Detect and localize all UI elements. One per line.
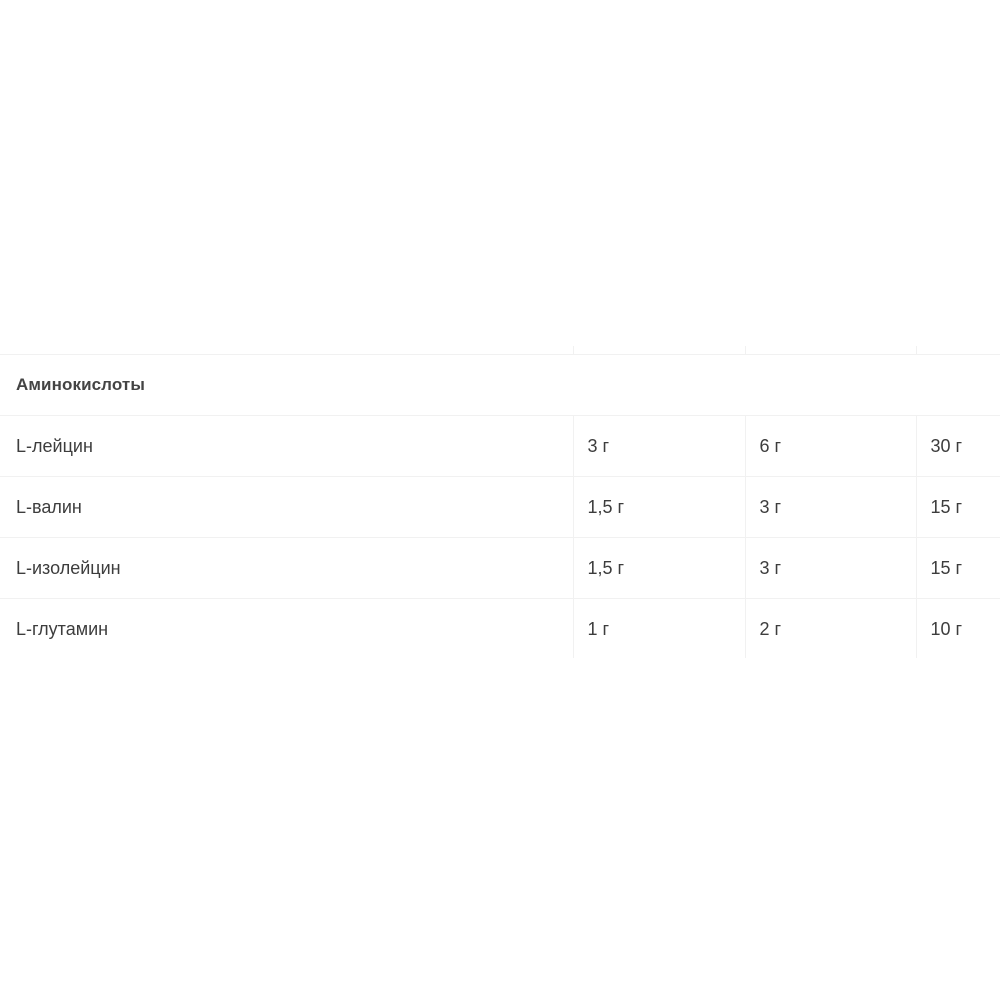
table-top-edge: [0, 346, 1000, 355]
table-row: [0, 416, 1000, 477]
amount-cell: 1 г: [573, 599, 745, 659]
section-header-row: [0, 355, 1000, 416]
amount-cell: 3 г: [573, 416, 745, 477]
nutrition-table-container: [0, 346, 1000, 658]
amount-cell: 1,5 г: [573, 477, 745, 538]
amount-cell: 10 г: [916, 599, 1000, 659]
amount-cell: 30 г: [916, 416, 1000, 477]
table-row: [0, 477, 1000, 538]
amount-cell: 3 г: [745, 538, 916, 599]
amino-acid-name: L-валин: [0, 477, 573, 538]
amino-acid-name: L-лейцин: [0, 416, 573, 477]
amount-cell: 6 г: [745, 416, 916, 477]
table-row: [0, 599, 1000, 659]
table-row: [0, 538, 1000, 599]
amino-acid-name: L-глутамин: [16, 618, 109, 639]
amount-cell: 3 г: [745, 477, 916, 538]
amino-acids-table: [0, 346, 1000, 658]
amount-cell: 2 г: [745, 599, 916, 659]
section-title: Аминокислоты: [0, 355, 1000, 416]
amount-cell: 15 г: [916, 477, 1000, 538]
amount-cell: 15 г: [916, 538, 1000, 599]
amount-cell: 1,5 г: [573, 538, 745, 599]
amino-acid-name: L-изолейцин: [0, 538, 573, 599]
